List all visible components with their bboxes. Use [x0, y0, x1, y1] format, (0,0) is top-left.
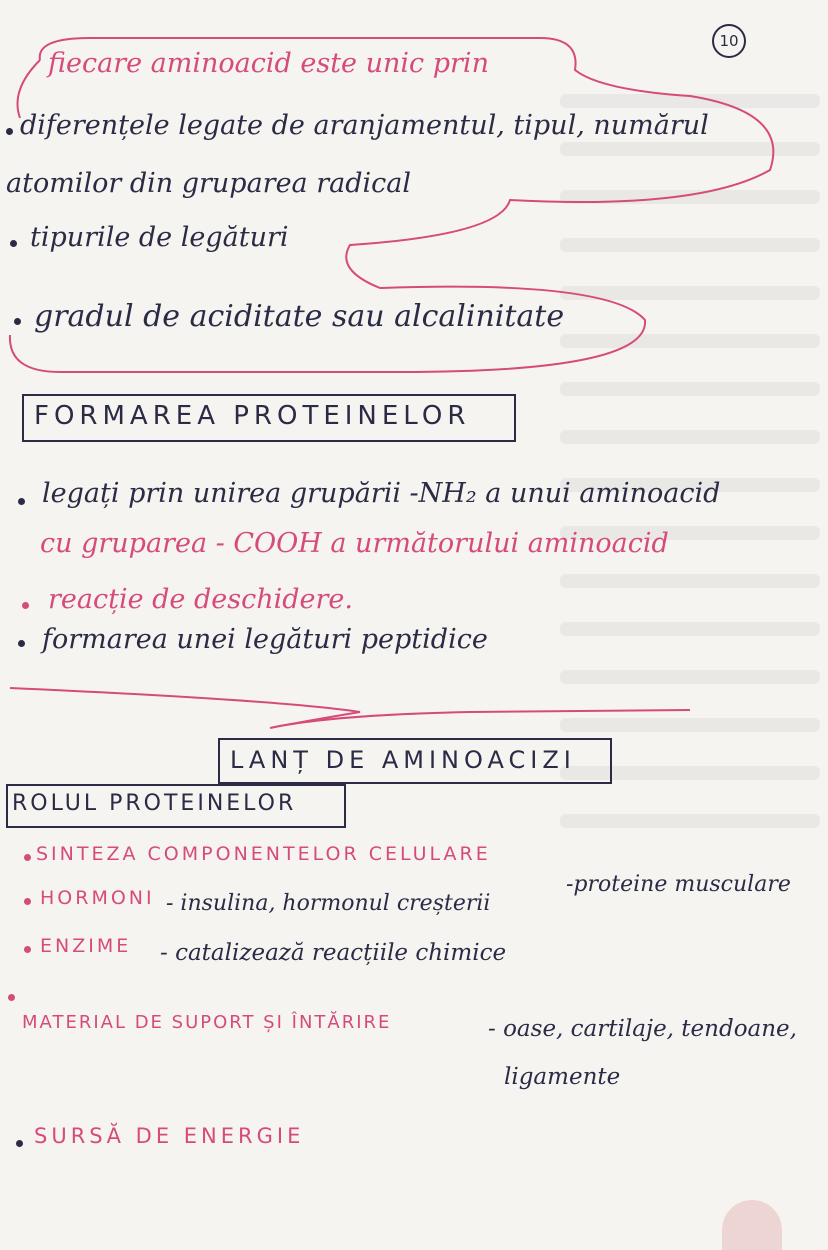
rol-material: MATERIAL DE SUPORT ȘI ÎNTĂRIRE: [22, 1012, 392, 1033]
bullet: [6, 128, 13, 135]
bullet: [18, 498, 25, 505]
bullet: [10, 240, 17, 247]
rol-sinteza-text: -proteine musculare: [566, 872, 791, 897]
formarea-line-1: legați prin unirea grupării -NH₂ a unui aminoacid: [42, 478, 721, 509]
formarea-line-3: reacție de deschidere.: [48, 584, 353, 615]
bullet: [14, 318, 21, 325]
bullet: [24, 898, 31, 905]
intro-title: fiecare aminoacid este unic prin: [48, 48, 489, 79]
rol-enzime-text: - catalizează reacțiile chimice: [160, 940, 507, 966]
bullet: [22, 602, 29, 609]
formarea-line-4: formarea unei legături peptidice: [42, 624, 488, 655]
rolul-heading: ROLUL PROTEINELOR: [12, 791, 297, 816]
intro-item-1-cont: atomilor din gruparea radical: [6, 168, 412, 199]
rol-material-text: - oase, cartilaje, tendoane,: [488, 1016, 797, 1042]
rol-hormoni-text: - insulina, hormonul creșterii: [166, 891, 491, 916]
formarea-line-2: cu gruparea - COOH a următorului aminoacid: [40, 528, 669, 559]
formarea-heading: FORMAREA PROTEINELOR: [34, 401, 471, 431]
rol-sursa: SURSĂ DE ENERGIE: [34, 1124, 305, 1148]
bullet: [16, 1140, 23, 1147]
page-number: 10: [712, 24, 746, 58]
brace-line: [10, 688, 690, 728]
intro-item-3: gradul de aciditate sau alcalinitate: [34, 299, 565, 334]
intro-item-1: diferențele legate de aranjamentul, tipul, numărul: [20, 110, 709, 141]
rol-sinteza: SINTEZA COMPONENTELOR CELULARE: [36, 843, 491, 865]
bullet: [18, 640, 25, 647]
bullet: [8, 994, 15, 1001]
bullet: [24, 946, 31, 953]
intro-item-2: tipurile de legături: [30, 222, 289, 253]
rol-enzime: ENZIME: [40, 935, 132, 957]
bullet: [24, 854, 31, 861]
rol-material-text-2: ligamente: [504, 1064, 621, 1090]
lanti-label: LANȚ DE AMINOACIZI: [230, 746, 576, 774]
rol-hormoni: HORMONI: [40, 887, 155, 909]
